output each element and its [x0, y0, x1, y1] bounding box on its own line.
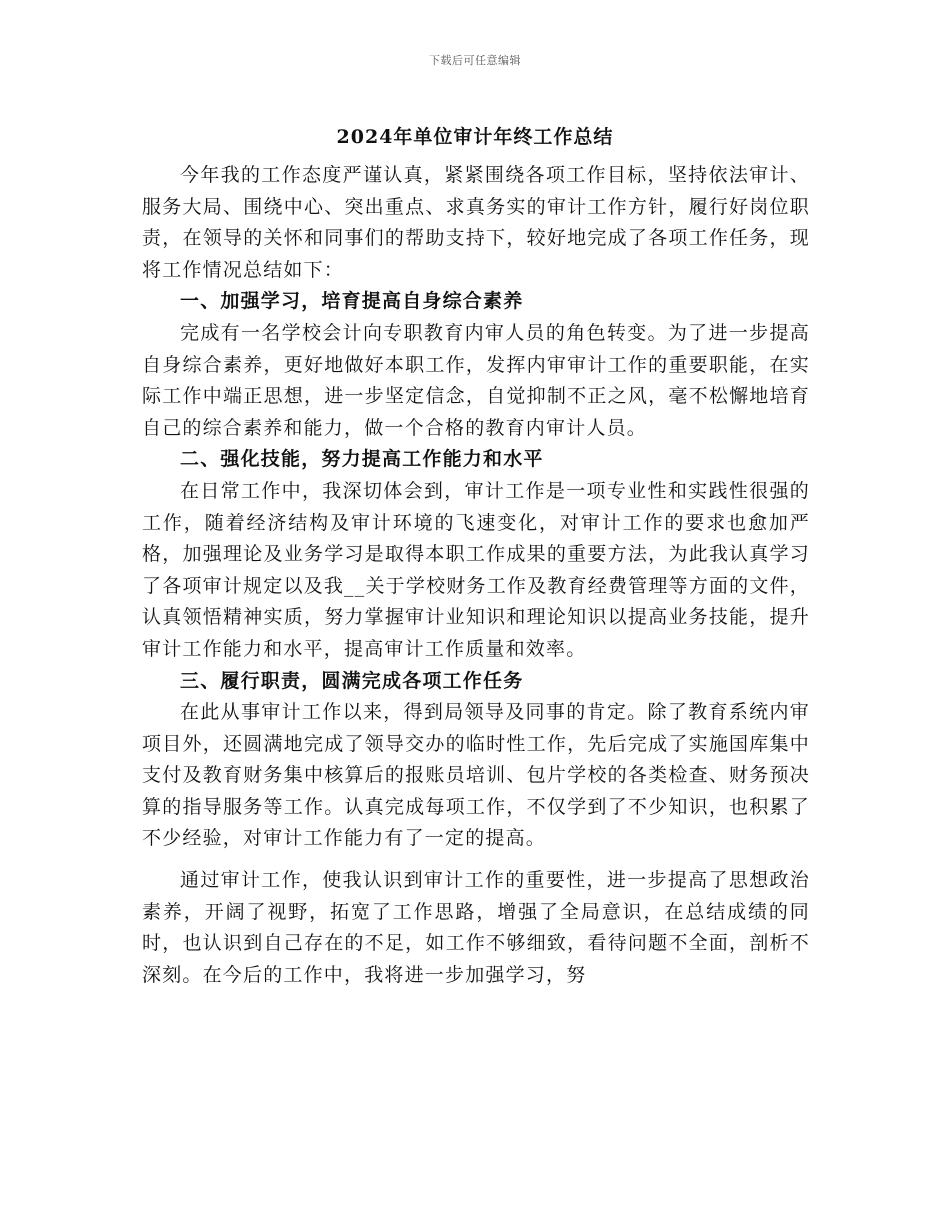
paragraph-section-1: 完成有一名学校会计向专职教育内审人员的角色转变。为了进一步提高自身综合素养，更好地做好本职工作，发挥内审审计工作的重要职能，在实际工作中端正思想，进一步坚定信念，自觉抑制不正之风，毫不松懈地培育自己的综合素养和能力，做一个合格的教育内审计人员。 — [142, 321, 810, 439]
page-header-note: 下载后可任意编辑 — [429, 54, 521, 67]
section-heading-1: 一、加强学习，培育提高自身综合素养 — [180, 290, 524, 313]
document-body — [142, 160, 810, 991]
paragraph-section-2: 在日常工作中，我深切体会到，审计工作是一项专业性和实践性很强的工作，随着经济结构及审计环境的飞速变化，对审计工作的要求也愈加严格，加强理论及业务学习是取得本职工作成果的重要方法，为此我认真学习了各项审计规定以及我__关于学校财务工作及教育经费管理等方面的文件，认真领悟精神实质，努力掌握审计业知识和理论知识以提高业务技能，提升审计工作能力和水平，提高审计工作质量和效率。 — [142, 479, 810, 660]
paragraph-intro: 今年我的工作态度严谨认真，紧紧围绕各项工作目标，坚持依法审计、服务大局、围绕中心、突出重点、求真务实的审计工作方针，履行好岗位职责，在领导的关怀和同事们的帮助支持下，较好地完成了各项工作任务，现将工作情况总结如下： — [142, 164, 810, 281]
document-title: 2024年单位审计年终工作总结 — [336, 126, 614, 148]
section-heading-3: 三、履行职责，圆满完成各项工作任务 — [180, 669, 524, 692]
paragraph-section-3: 在此从事审计工作以来，得到局领导及同事的肯定。除了教育系统内审项目外，还圆满地完成了领导交办的临时性工作，先后完成了实施国库集中支付及教育财务集中核算后的报账员培训、包片学校的各类检查、财务预决算的指导服务等工作。认真完成每项工作，不仅学到了不少知识，也积累了不少经验，对审计工作能力有了一定的提高。 — [142, 701, 810, 850]
section-heading-2: 二、强化技能，努力提高工作能力和水平 — [180, 448, 544, 471]
paragraph-conclusion: 通过审计工作，使我认识到审计工作的重要性，进一步提高了思想政治素养，开阔了视野，拓宽了工作思路，增强了全局意识，在总结成绩的同时，也认识到自己存在的不足，如工作不够细致，看待问题不全面，剖析不深刻。在今后的工作中，我将进一步加强学习，努 — [142, 869, 810, 986]
